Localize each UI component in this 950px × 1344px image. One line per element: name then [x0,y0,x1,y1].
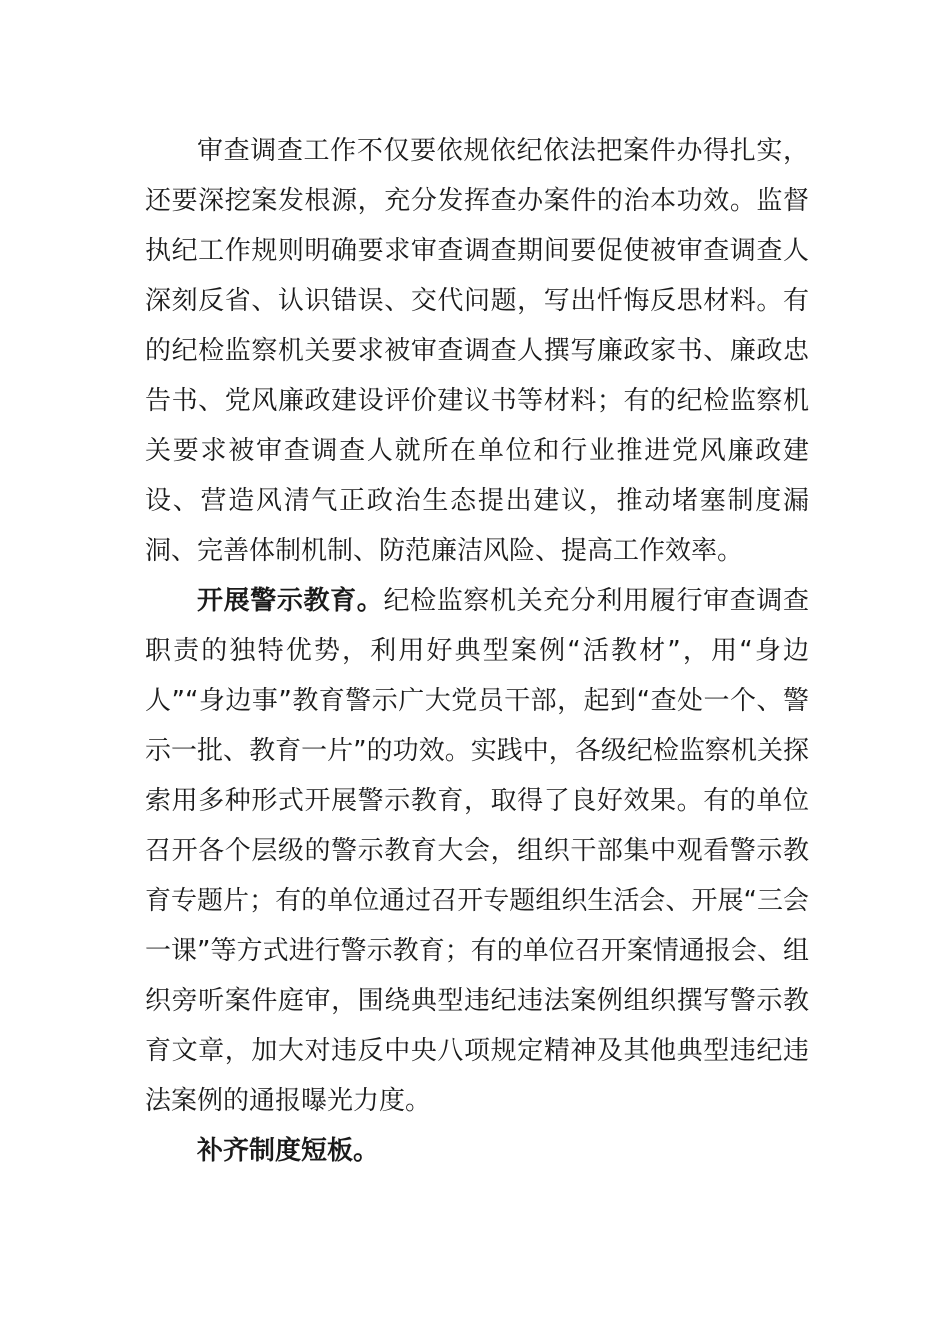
paragraph-institutional-gaps [145,1126,809,1176]
paragraph-text: 纪检监察机关充分利用履行审查调查职责的独特优势，利用好典型案例“活教材”，用“身边人”“身边事”教育警示广大党员干部，起到“查处一个、警示一批、教育一片”的功效。实践中，各级纪检监察机关探索用多种形式开展警示教育，取得了良好效果。有的单位召开各个层级的警示教育大会，组织干部集中观看警示教育专题片；有的单位通过召开专题组织生活会、开展“三会一课”等方式进行警示教育；有的单位召开案情通报会、组织旁听案件庭审，围绕典型违纪违法案例组织撰写警示教育文章，加大对违反中央八项规定精神及其他典型违纪违法案例的通报曝光力度。 [145,586,809,1116]
paragraph-heading-warning-education: 开展警示教育。 [197,586,384,616]
paragraph-text: 审查调查工作不仅要依规依纪依法把案件办得扎实，还要深挖案发根源，充分发挥查办案件的治本功效。监督执纪工作规则明确要求审查调查期间要促使被审查调查人深刻反省、认识错误、交代问题，写出忏悔反思材料。有的纪检监察机关要求被审查调查人撰写廉政家书、廉政忠告书、党风廉政建设评价建议书等材料；有的纪检监察机关要求被审查调查人就所在单位和行业推进党风廉政建设、营造风清气正政治生态提出建议，推动堵塞制度漏洞、完善体制机制、防范廉洁风险、提高工作效率。 [145,136,809,566]
document-body [145,126,809,1176]
paragraph-warning-education [145,576,809,1126]
paragraph-heading-institutional-gaps: 补齐制度短板。 [197,1136,380,1166]
paragraph-investigation-root-causes [145,126,809,576]
